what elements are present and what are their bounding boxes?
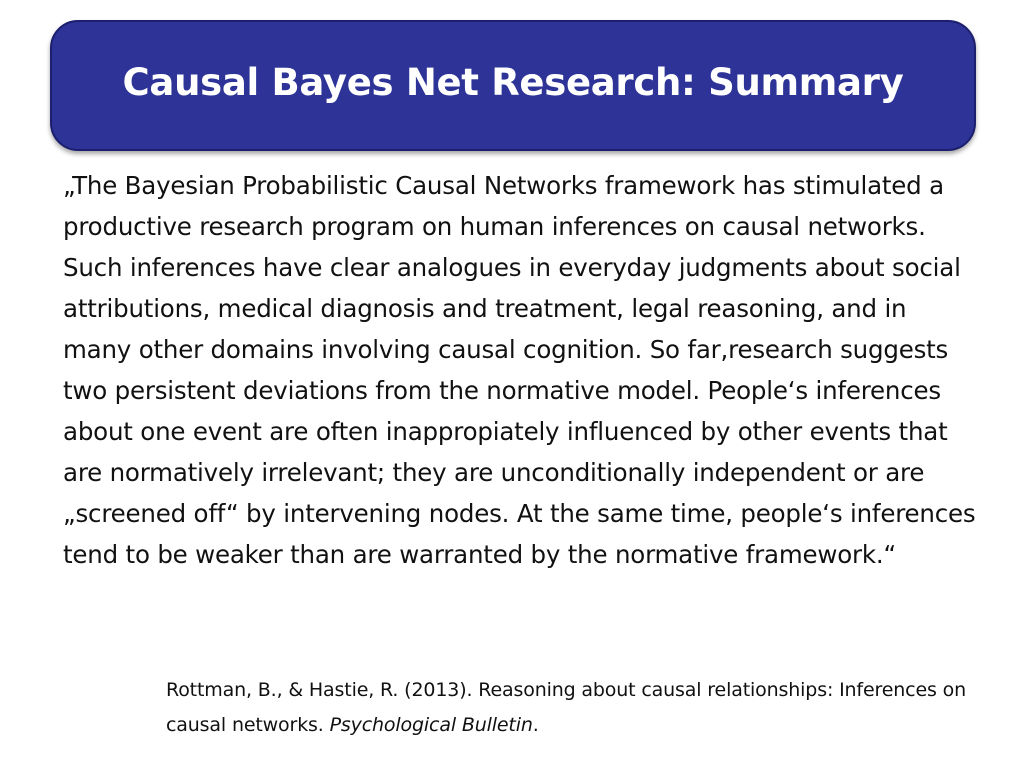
- slide-title: Causal Bayes Net Research: Summary: [122, 61, 904, 104]
- citation-authors: Rottman, B., & Hastie, R. (2013). Reasoning about causal relationships: Inferences on causal networks.: [166, 679, 967, 736]
- citation-journal: Psychological Bulletin: [329, 714, 533, 736]
- title-banner: [50, 20, 976, 151]
- citation: [166, 673, 996, 743]
- quote-text: „The Bayesian Probabilistic Causal Networks framework has stimulated a productive research program on human inferences on causal networks. Such inferences have clear analogues in everyday judgments about social attributions, medical diagnosis and treatment, legal reasoning, and in many other domains involving causal cognition. So far,research suggests two persistent deviations from the normative model. People‘s inferences about one event are often inappropiately influenced by other events that are normatively irrelevant; they are unconditionally independent or are „screened off“ by intervening nodes. At the same time, people‘s inferences tend to be weaker than are warranted by the normative framework.“: [63, 171, 976, 569]
- citation-end: .: [532, 714, 539, 736]
